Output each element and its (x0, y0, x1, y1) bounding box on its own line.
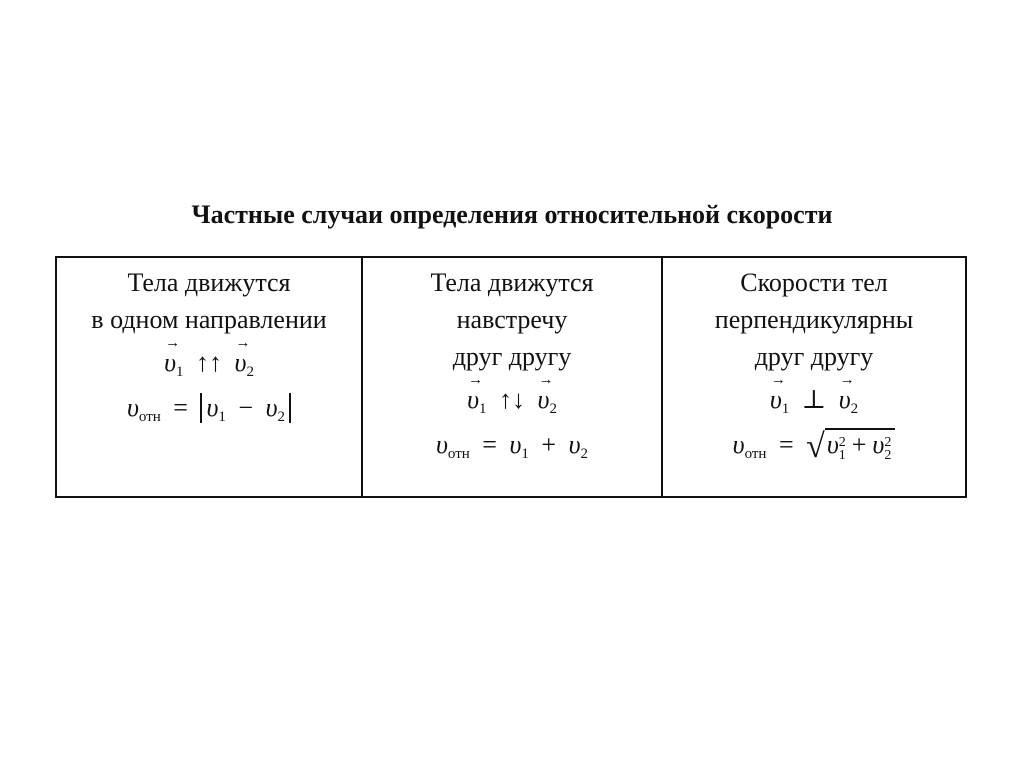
velocity-relation: → $\upsilon_1$ ↑↓ → $\upsilon_2$ (363, 381, 661, 418)
column-heading-line: Тела движутся (430, 268, 594, 297)
velocity-relation: → $\upsilon_1$ ↑↑ → $\upsilon_2$ (57, 344, 361, 381)
velocity-vector-symbol: → υ (235, 344, 247, 381)
absolute-value: $\upsilon_1 - \upsilon_2$ (200, 393, 291, 423)
column-heading-line: перпендикулярны (714, 305, 914, 334)
relative-velocity-formula: $\upsilon_{отн} = √\upsilon$ 2 1 + υ 2 2 (663, 426, 965, 465)
column-heading-line: Скорости тел (740, 268, 888, 297)
relative-velocity-formula: $\upsilon_{отн} = \upsilon_1 - \upsilon_2$ (57, 389, 361, 426)
relation-symbol: ↑↓ (499, 385, 525, 414)
column-heading-line: друг другу (452, 342, 572, 371)
column-heading-line: Тела движутся (127, 268, 291, 297)
relative-velocity-table (55, 256, 967, 498)
velocity-vector-symbol: → υ (467, 381, 479, 418)
velocity-vector-symbol: → υ (770, 381, 782, 418)
velocity-relation: → $\upsilon_1$ ⊥ → $\upsilon_2$ (663, 381, 965, 418)
relation-symbol: ⊥ (801, 385, 827, 414)
column-same-direction (57, 258, 363, 496)
column-perpendicular (663, 258, 965, 496)
column-heading-line: друг другу (754, 342, 874, 371)
column-heading-line: в одном направлении (91, 305, 327, 334)
velocity-vector-symbol: → υ (538, 381, 550, 418)
relation-symbol: ↑↑ (196, 348, 222, 377)
column-heading-line: навстречу (456, 305, 568, 334)
velocity-vector-symbol: → υ (164, 344, 176, 381)
square-root-sign: √ (806, 428, 825, 465)
relative-velocity-formula: $\upsilon_{отн} = \upsilon_1 + \upsilon_2$ (435, 430, 589, 462)
velocity-vector-symbol: → υ (839, 381, 851, 418)
column-opposite-direction (363, 258, 663, 496)
page-title: Частные случаи определения относительной скорости (191, 200, 833, 229)
square-root-radicand: υ 2 1 + υ 2 2 (825, 428, 896, 462)
